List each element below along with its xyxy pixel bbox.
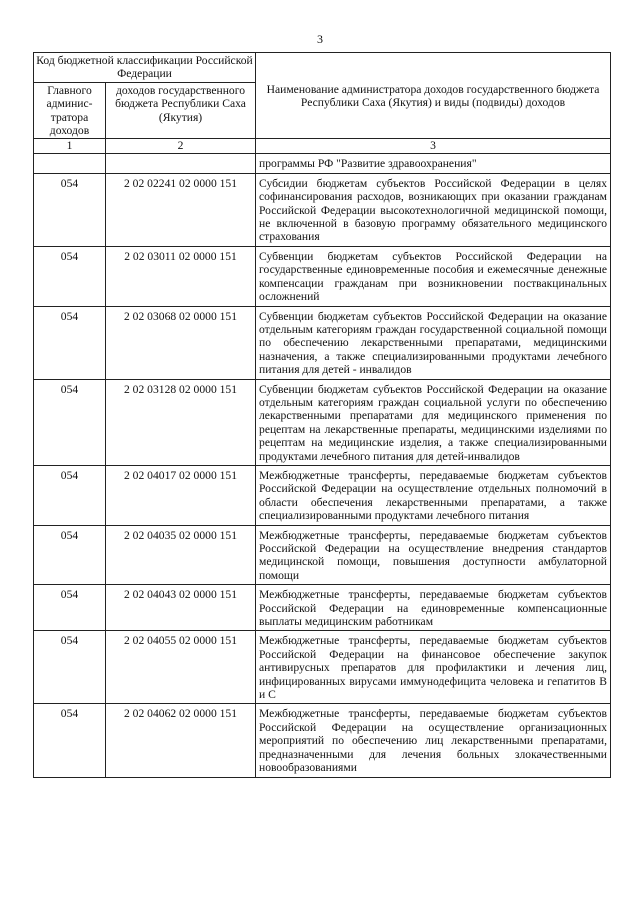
budget-classification-table [33,52,611,778]
table-row [34,173,611,246]
revenue-name-cell: Межбюджетные трансферты, передаваемые бюджетам субъектов Российской Федерации на осуществление отдельных полномочий в области обеспечения лекарственными препаратами, а также специализированными продуктами лечебного питания [256,465,611,525]
header-chief-administrator: Главного админис-тратора доходов [34,82,106,139]
table-row [34,465,611,525]
table-row [34,154,611,173]
admin-code-cell: 054 [34,173,106,246]
revenue-code-cell: 2 02 04055 02 0000 151 [106,631,256,704]
table-row [34,379,611,465]
admin-code-cell: 054 [34,306,106,379]
revenue-code-cell [106,154,256,173]
revenue-code-cell: 2 02 04062 02 0000 151 [106,704,256,777]
revenue-name-cell: Субвенции бюджетам субъектов Российской Федерации на оказание отдельным категориям граждан социальной услуги по обеспечению лекарственными препаратами для медицинского применения по рецептам на лекарственные препараты, медицинскими изделиями по рецептам на медицинские изделия, а также специализированными продуктами лечебного питания для детей-инвалидов [256,379,611,465]
page-number: 3 [317,32,323,46]
column-number-3: 3 [256,139,611,154]
revenue-code-cell: 2 02 04043 02 0000 151 [106,585,256,631]
admin-code-cell: 054 [34,379,106,465]
admin-code-cell: 054 [34,465,106,525]
revenue-code-cell: 2 02 03128 02 0000 151 [106,379,256,465]
header-administrator-name: Наименование администратора доходов государственного бюджета Республики Саха (Якутия) и виды (подвиды) доходов [256,53,611,139]
column-number-2: 2 [106,139,256,154]
admin-code-cell: 054 [34,525,106,585]
revenue-name-cell: программы РФ "Развитие здравоохранения" [256,154,611,173]
admin-code-cell: 054 [34,704,106,777]
admin-code-cell: 054 [34,246,106,306]
table-row [34,525,611,585]
revenue-name-cell: Межбюджетные трансферты, передаваемые бюджетам субъектов Российской Федерации на финансовое обеспечение закупок антивирусных препаратов для профилактики и лечения лиц, инфицированных вирусами иммунодефицита человека и гепатитов В и С [256,631,611,704]
header-revenue-code: доходов государственного бюджета Республики Саха (Якутия) [106,82,256,139]
revenue-code-cell: 2 02 04035 02 0000 151 [106,525,256,585]
revenue-name-cell: Субсидии бюджетам субъектов Российской Федерации в целях софинансирования расходов, возникающих при оказании гражданам Российской Федерации высокотехнологичной медицинской помощи, не включенной в базовую программу обязательного медицинского страхования [256,173,611,246]
revenue-code-cell: 2 02 04017 02 0000 151 [106,465,256,525]
revenue-code-cell: 2 02 02241 02 0000 151 [106,173,256,246]
admin-code-cell: 054 [34,631,106,704]
admin-code-cell [34,154,106,173]
table-row [34,704,611,777]
table-row [34,246,611,306]
table-row [34,631,611,704]
revenue-name-cell: Межбюджетные трансферты, передаваемые бюджетам субъектов Российской Федерации на осуществление организационных мероприятий по обеспечению лиц лекарственными препаратами, предназначенными для лечения больных злокачественными новообразованиями [256,704,611,777]
admin-code-cell: 054 [34,585,106,631]
table-row [34,306,611,379]
revenue-name-cell: Субвенции бюджетам субъектов Российской Федерации на оказание отдельным категориям граждан государственной социальной помощи по обеспечению лекарственными препаратами, медицинскими назначения, а также специализированными продуктами лечебного питания для детей - инвалидов [256,306,611,379]
revenue-code-cell: 2 02 03068 02 0000 151 [106,306,256,379]
revenue-name-cell: Субвенции бюджетам субъектов Российской Федерации на государственные единовременные пособия и ежемесячные денежные компенсации гражданам при возникновении поствакцинальных осложнений [256,246,611,306]
table-row [34,585,611,631]
revenue-code-cell: 2 02 03011 02 0000 151 [106,246,256,306]
header-classification-code: Код бюджетной классификации Российской Федерации [34,53,256,83]
column-number-1: 1 [34,139,106,154]
revenue-name-cell: Межбюджетные трансферты, передаваемые бюджетам субъектов Российской Федерации на единовременные компенсационные выплаты медицинским работникам [256,585,611,631]
revenue-name-cell: Межбюджетные трансферты, передаваемые бюджетам субъектов Российской Федерации на осуществление внедрения стандартов медицинской помощи, повышения доступности амбулаторной помощи [256,525,611,585]
